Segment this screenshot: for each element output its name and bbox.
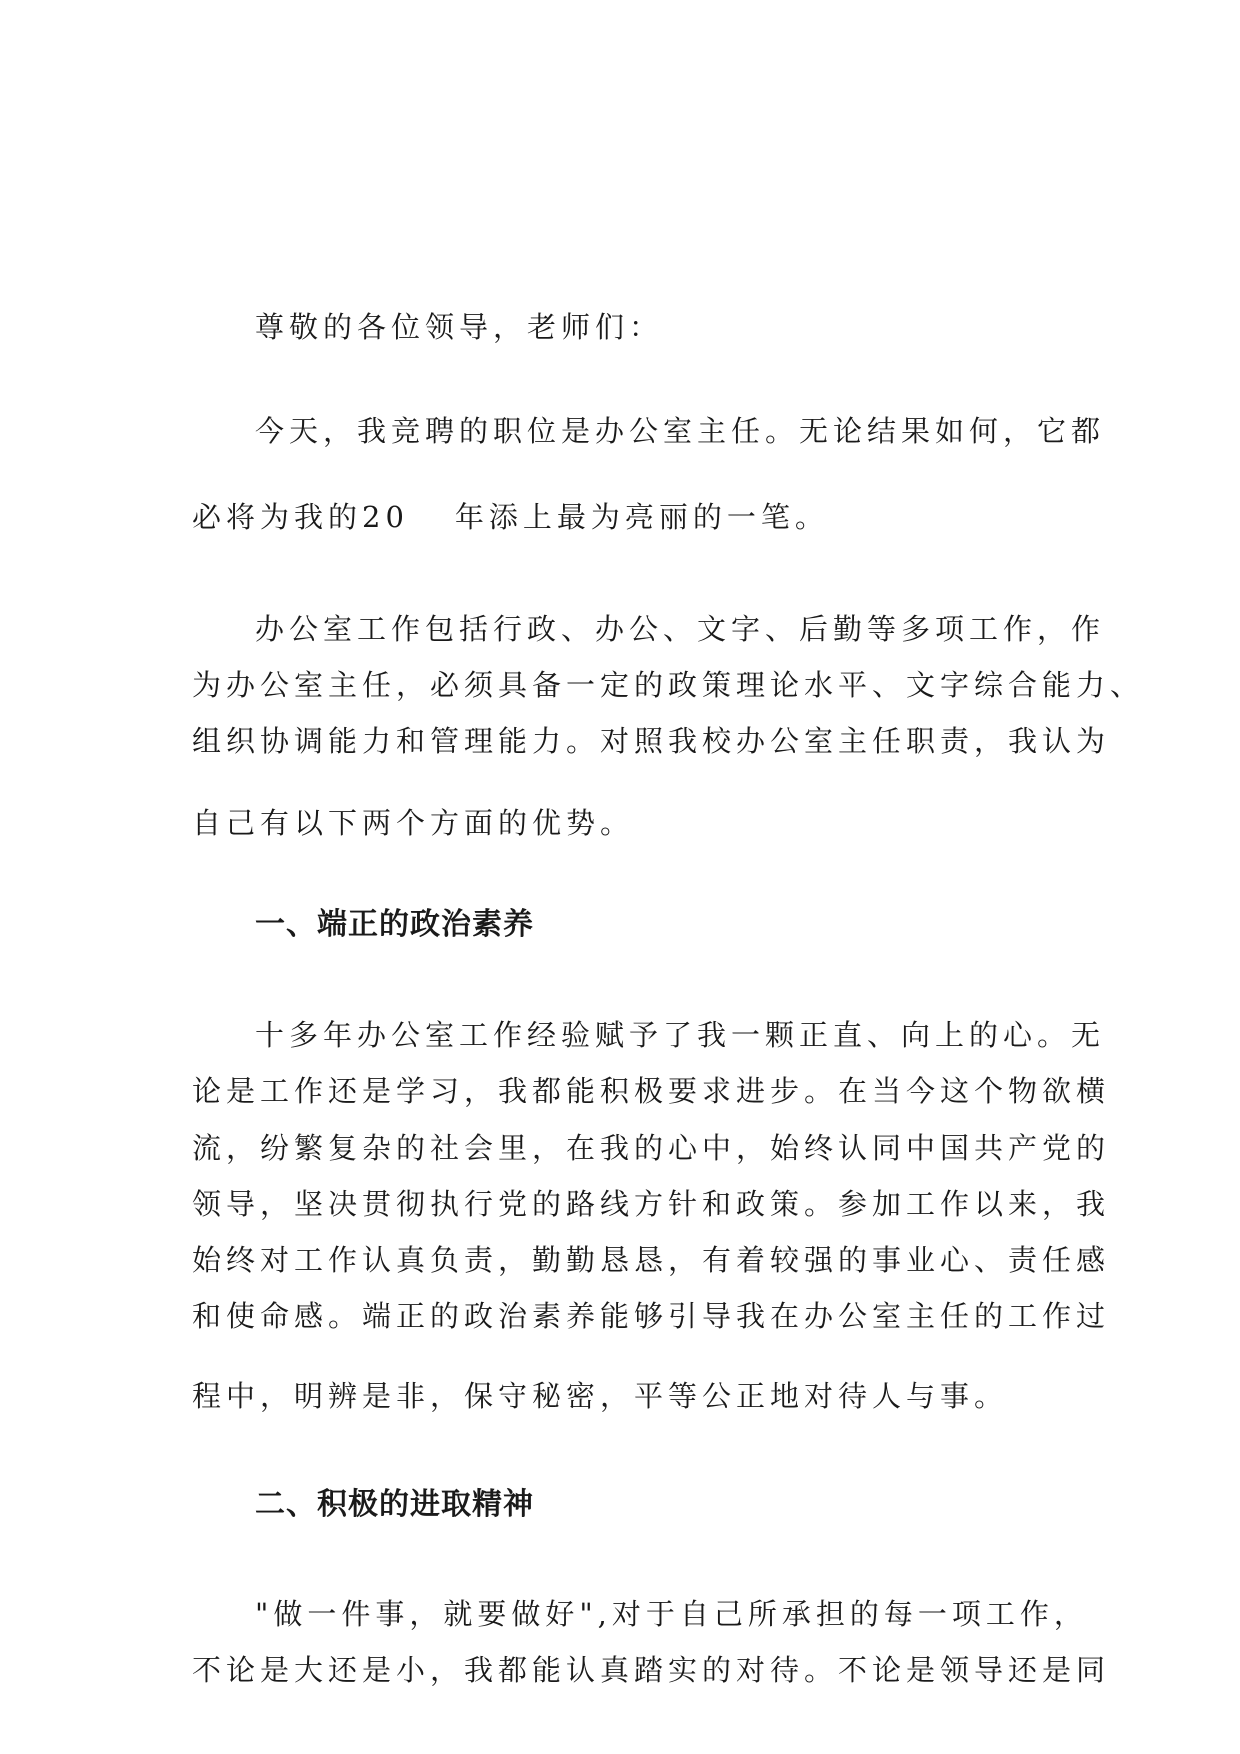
paragraph-2-line-4: 自己有以下两个方面的优势。 <box>192 806 635 840</box>
paragraph-2-line-3: 组织协调能力和管理能力。对照我校办公室主任职责，我认为 <box>192 724 1111 758</box>
paragraph-2-line-2: 为办公室主任，必须具备一定的政策理论水平、文字综合能力、 <box>192 668 1145 702</box>
section-1-line-7: 程中，明辨是非，保守秘密，平等公正地对待人与事。 <box>192 1379 1009 1413</box>
section-1-line-4: 领导，坚决贯彻执行党的路线方针和政策。参加工作以来，我 <box>192 1187 1111 1221</box>
greeting-line: 尊敬的各位领导，老师们： <box>255 310 664 344</box>
paragraph-1-line-2 <box>192 497 829 537</box>
section-1-line-3: 流，纷繁复杂的社会里，在我的心中，始终认同中国共产党的 <box>192 1131 1111 1165</box>
section-1-heading: 一、端正的政治素养 <box>255 907 534 942</box>
section-1-line-1: 十多年办公室工作经验赋予了我一颗正直、向上的心。无 <box>255 1018 1106 1052</box>
section-2-heading: 二、积极的进取精神 <box>255 1487 534 1522</box>
paragraph-2-line-1: 办公室工作包括行政、办公、文字、后勤等多项工作，作 <box>255 612 1106 646</box>
paragraph-1-line-2-end: 年添上最为亮丽的一笔。 <box>454 500 829 534</box>
section-2-line-2: 不论是大还是小，我都能认真踏实的对待。不论是领导还是同 <box>192 1653 1111 1687</box>
paragraph-1-line-1: 今天，我竞聘的职位是办公室主任。无论结果如何，它都 <box>255 414 1106 448</box>
section-1-line-5: 始终对工作认真负责，勤勤恳恳，有着较强的事业心、责任感 <box>192 1243 1111 1277</box>
paragraph-1-line-2-start: 必将为我的20 <box>192 500 409 534</box>
section-2-line-1: "做一件事，就要做好",对于自己所承担的每一项工作， <box>255 1597 1088 1631</box>
section-1-line-6: 和使命感。端正的政治素养能够引导我在办公室主任的工作过 <box>192 1299 1111 1333</box>
section-1-line-2: 论是工作还是学习，我都能积极要求进步。在当今这个物欲横 <box>192 1074 1111 1108</box>
